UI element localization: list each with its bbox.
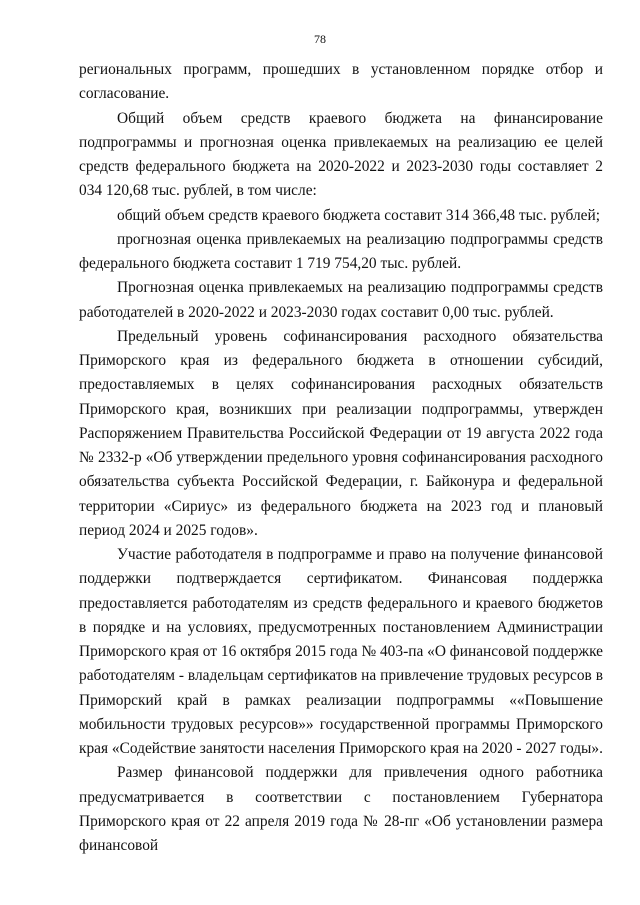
paragraph-2: Общий объем средств краевого бюджета на финансирование подпрограммы и прогнозная оценка привлекаемых на реализацию ее целей средств федерального бюджета на 2020-2022 и 2023-2030 годы составляет 2 034 120,68 тыс. рублей, в том числе: [79,109,603,200]
paragraph-4: прогнозная оценка привлекаемых на реализацию подпрограммы средств федерального бюджета составит 1 719 754,20 тыс. рублей. [79,230,603,272]
paragraph-5: Прогнозная оценка привлекаемых на реализацию подпрограммы средств работодателей в 2020-2022 и 2023-2030 годах составит 0,00 тыс. рублей. [79,279,603,321]
page-number: 78 [314,32,326,46]
paragraph-3: общий объем средств краевого бюджета составит 314 366,48 тыс. рублей; [117,206,600,224]
paragraph-1: региональных программ, прошедших в установленном порядке отбор и согласование. [79,61,603,103]
paragraph-6: Предельный уровень софинансирования расходного обязательства Приморского края из федерального бюджета в отношении субсидий, предоставляемых в целях софинансирования расходных обязательств Приморского края, возникших при реализации подпрограммы, утвержден Распоряжением Правительства Российской Федерации от 19 августа 2022 года № 2332-р «Об утверждении предельного уровня софинансирования расходного обязательства субъекта Российской Федерации, г. Байконура и федеральной территории «Сириус» из федерального бюджета на 2023 год и плановый период 2024 и 2025 годов». [79,327,603,539]
paragraph-8: Размер финансовой поддержки для привлечения одного работника предусматривается в соответствии с постановлением Губернатора Приморского края от 22 апреля 2019 года № 28-пг «Об установлении размера финансовой [79,764,603,854]
document-body [79,58,603,858]
paragraph-7: Участие работодателя в подпрограмме и право на получение финансовой поддержки подтверждается сертификатом. Финансовая поддержка предоставляется работодателям из средств федерального и краевого бюджетов в порядке и на условиях, предусмотренных постановлением Администрации Приморского края от 16 октября 2015 года № 403-па «О финансовой поддержке работодателям - владельцам сертификатов на привлечение трудовых ресурсов в Приморский край в рамках реализации подпрограммы ««Повышение мобильности трудовых ресурсов»» государственной программы Приморского края «Содействие занятости населения Приморского края на 2020 - 2027 годы». [79,546,603,757]
